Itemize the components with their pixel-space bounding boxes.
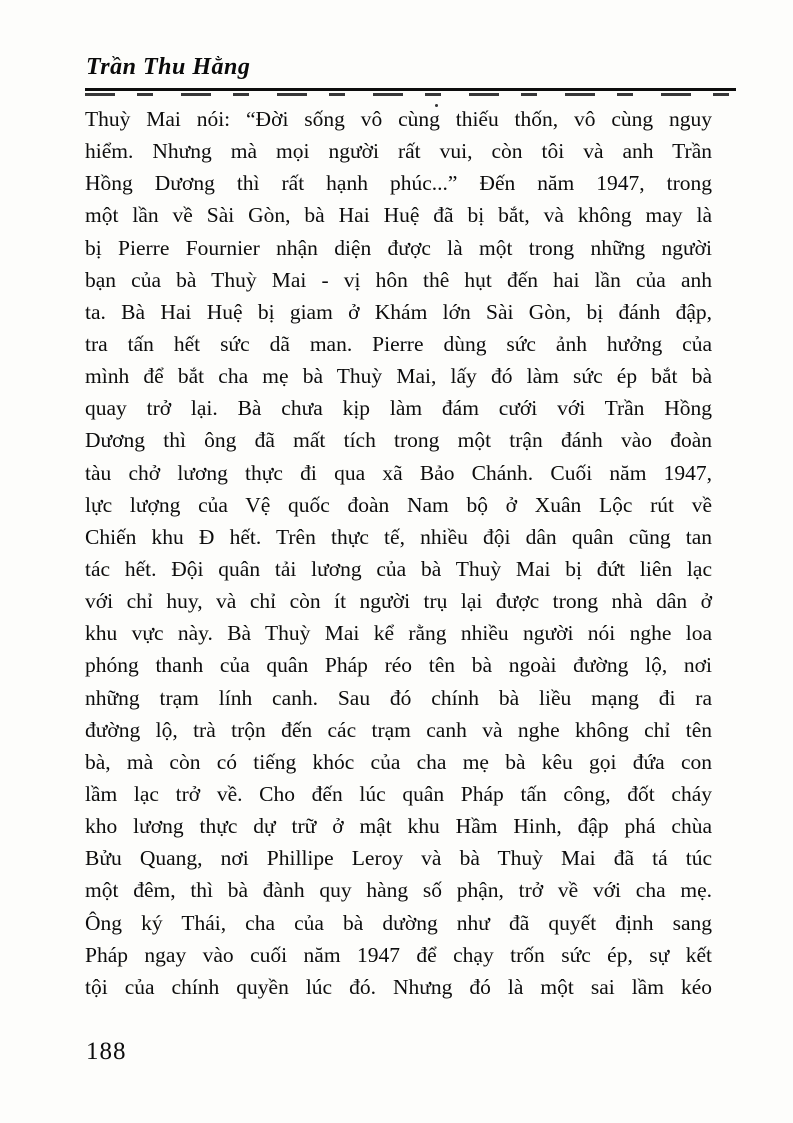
text-line-26: Ông ký Thái, cha của bà dường như đã quyết định sang (85, 910, 712, 935)
text-line-2: hiểm. Nhưng mà mọi người rất vui, còn tôi và anh Trần (85, 139, 712, 164)
text-line-18: phóng thanh của quân Pháp réo tên bà ngoài đường lộ, nơi (85, 653, 712, 678)
text-line-3: Hồng Dương thì rất hạnh phúc...” Đến năm 1947, trong (85, 171, 712, 196)
text-line-19: những trạm lính canh. Sau đó chính bà liều mạng đi ra (85, 685, 712, 710)
text-line-20: đường lộ, trà trộn đến các trạm canh và nghe không chỉ tên (85, 717, 712, 742)
text-line-14: Chiến khu Đ hết. Trên thực tế, nhiều đội dân quân cũng tan (85, 524, 712, 549)
text-line-16: với chỉ huy, và chỉ còn ít người trụ lại được trong nhà dân ở (85, 589, 712, 614)
text-line-9: mình để bắt cha mẹ bà Thuỳ Mai, lấy đó làm sức ép bắt bà (85, 364, 712, 389)
text-line-13: lực lượng của Vệ quốc đoàn Nam bộ ở Xuân Lộc rút về (85, 492, 712, 517)
text-line-22: lầm lạc trở về. Cho đến lúc quân Pháp tấn công, đốt cháy (85, 781, 712, 806)
text-line-27: Pháp ngay vào cuối năm 1947 để chạy trốn sức ép, sự kết (85, 942, 712, 967)
text-line-24: Bửu Quang, nơi Phillipe Leroy và bà Thuỳ Mai đã tá túc (85, 846, 712, 871)
body-text (85, 103, 712, 1003)
text-line-15: tác hết. Đội quân tải lương của bà Thuỳ Mai bị đứt liên lạc (85, 556, 712, 581)
text-line-1: Thuỳ Mai nói: “Đời sống vô cùng thiếu thốn, vô cùng nguy (85, 107, 712, 131)
text-line-6: bạn của bà Thuỳ Mai - vị hôn thê hụt đến hai lần của anh (85, 267, 712, 292)
text-line-5: bị Pierre Fournier nhận diện được là một trong những người (85, 235, 712, 260)
text-line-28: tội của chính quyền lúc đó. Nhưng đó là một sai lầm kéo (85, 974, 712, 999)
running-header-author: Trần Thu Hằng (86, 54, 251, 80)
page-number: 188 (86, 1038, 127, 1065)
text-line-8: tra tấn hết sức dã man. Pierre dùng sức ảnh hưởng của (85, 331, 712, 356)
text-line-11: Dương thì ông đã mất tích trong một trận đánh vào đoàn (85, 428, 712, 453)
text-line-25: một đêm, thì bà đành quy hàng số phận, trở về với cha mẹ. (85, 878, 712, 903)
header-rule-dashed-shadow (85, 93, 736, 96)
header-rule (85, 88, 736, 91)
text-line-7: ta. Bà Hai Huệ bị giam ở Khám lớn Sài Gòn, bị đánh đập, (85, 299, 712, 324)
text-line-17: khu vực này. Bà Thuỳ Mai kể rằng nhiều người nói nghe loa (85, 621, 712, 646)
text-line-23: kho lương thực dự trữ ở mật khu Hầm Hinh, đập phá chùa (85, 814, 712, 839)
text-line-21: bà, mà còn có tiếng khóc của cha mẹ bà kêu gọi đứa con (85, 749, 712, 774)
text-line-4: một lần về Sài Gòn, bà Hai Huệ đã bị bắt, và không may là (85, 203, 712, 228)
text-line-12: tàu chở lương thực đi qua xã Bảo Chánh. Cuối năm 1947, (85, 460, 712, 485)
text-line-10: quay trở lại. Bà chưa kịp làm đám cưới với Trần Hồng (85, 396, 712, 421)
